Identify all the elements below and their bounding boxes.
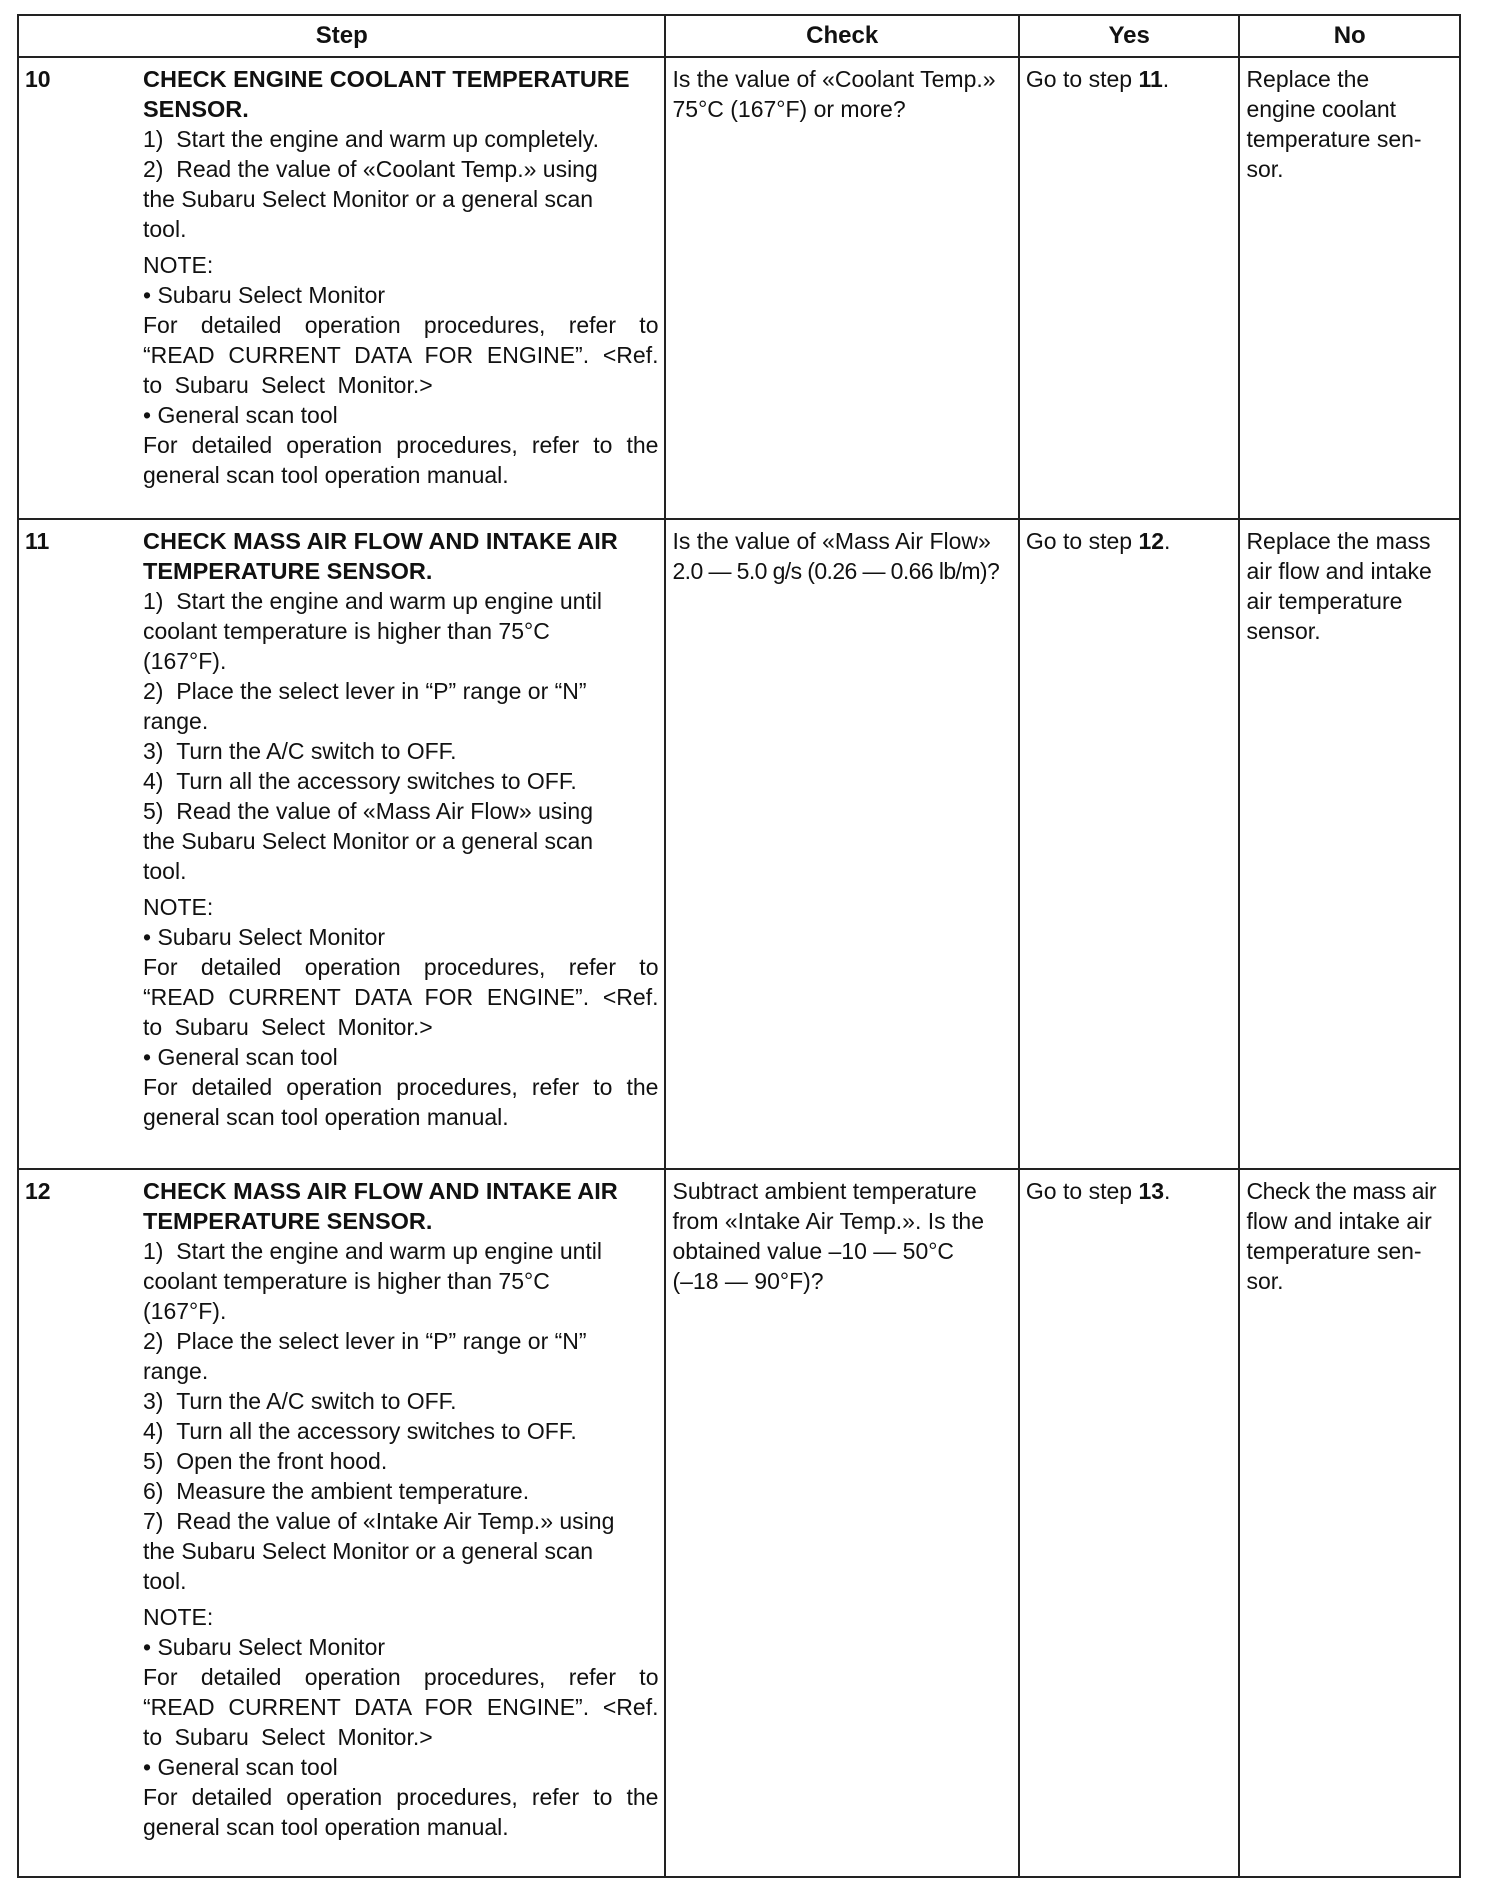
check-text: obtained value –10 — 50°C: [672, 1238, 955, 1264]
header-yes: Yes: [1019, 15, 1240, 57]
no-cell: [1239, 519, 1460, 1169]
table-row: [18, 57, 1460, 519]
note-label: NOTE:: [143, 1604, 214, 1630]
yes-step-number: 12: [1138, 528, 1165, 554]
note-bullet: • Subaru Select Monitor: [143, 922, 658, 952]
note-label: NOTE:: [143, 252, 214, 278]
step-title: TEMPERATURE SENSOR.: [143, 1208, 433, 1234]
yes-text-end: .: [1164, 528, 1171, 554]
note-bullet: • Subaru Select Monitor: [143, 1632, 658, 1662]
note-text: general scan tool operation manual.: [143, 462, 509, 488]
step-title: CHECK MASS AIR FLOW AND INTAKE AIR: [143, 528, 618, 554]
note-text: For detailed operation procedures, refer to the: [143, 1074, 659, 1100]
note-text: to Subaru Select Monitor.>: [143, 372, 433, 398]
note-text: to Subaru Select Monitor.>: [143, 1724, 433, 1750]
step-instruction: the Subaru Select Monitor or a general scan: [143, 1538, 594, 1564]
check-text: 75°C (167°F) or more?: [672, 96, 906, 122]
step-instruction: coolant temperature is higher than 75°C: [143, 1268, 550, 1294]
no-text: air temperature: [1246, 588, 1403, 614]
no-text: Replace the mass: [1246, 528, 1431, 554]
no-cell: [1239, 1169, 1460, 1877]
yes-step-number: 11: [1138, 66, 1163, 92]
header-row: [18, 15, 1460, 57]
step-instruction: 3) Turn the A/C switch to OFF.: [143, 738, 457, 764]
step-instruction: 2) Place the select lever in “P” range or “N”: [143, 1328, 587, 1354]
step-instruction: coolant temperature is higher than 75°C: [143, 618, 550, 644]
step-instruction: (167°F).: [143, 648, 227, 674]
note-bullet: • General scan tool: [143, 1042, 658, 1072]
step-instruction: 5) Open the front hood.: [143, 1448, 388, 1474]
step-instruction: 1) Start the engine and warm up completely.: [143, 126, 599, 152]
note-text: For detailed operation procedures, refer to the: [143, 432, 659, 458]
step-instruction: 6) Measure the ambient temperature.: [143, 1478, 530, 1504]
step-cell: [18, 519, 665, 1169]
step-instruction: 7) Read the value of «Intake Air Temp.» using: [143, 1508, 615, 1534]
yes-cell: [1019, 1169, 1240, 1877]
step-title: SENSOR.: [143, 96, 249, 122]
table-row: [18, 1169, 1460, 1877]
step-instruction: 1) Start the engine and warm up engine until: [143, 588, 603, 614]
no-cell: [1239, 57, 1460, 519]
table-row: [18, 519, 1460, 1169]
no-text: sensor.: [1246, 618, 1321, 644]
step-number: 11: [25, 528, 50, 554]
note-bullet: • Subaru Select Monitor: [143, 280, 658, 310]
no-text: air flow and intake: [1246, 558, 1432, 584]
note-text: For detailed operation procedures, refer to: [143, 312, 659, 338]
no-text: engine coolant: [1246, 96, 1397, 122]
note-text: “READ CURRENT DATA FOR ENGINE”. <Ref.: [143, 984, 659, 1010]
yes-cell: [1019, 57, 1240, 519]
note-text: to Subaru Select Monitor.>: [143, 1014, 433, 1040]
step-number: 12: [25, 1178, 51, 1204]
step-number: 10: [25, 66, 51, 92]
yes-text: Go to step: [1025, 1178, 1139, 1204]
no-text: temperature sen-: [1246, 126, 1422, 152]
check-text: 2.0 — 5.0 g/s (0.26 — 0.66 lb/m)?: [672, 558, 1000, 584]
note-text: For detailed operation procedures, refer to: [143, 954, 659, 980]
yes-text: Go to step: [1025, 66, 1139, 92]
step-instruction: (167°F).: [143, 1298, 227, 1324]
note-text: general scan tool operation manual.: [143, 1104, 509, 1130]
note-label: NOTE:: [143, 894, 214, 920]
yes-cell: [1019, 519, 1240, 1169]
note-text: “READ CURRENT DATA FOR ENGINE”. <Ref.: [143, 342, 659, 368]
header-step: Step: [18, 15, 665, 57]
check-text: Is the value of «Mass Air Flow»: [672, 528, 991, 554]
step-instruction: 1) Start the engine and warm up engine until: [143, 1238, 603, 1264]
yes-text: Go to step: [1025, 528, 1139, 554]
no-text: sor.: [1246, 1268, 1284, 1294]
yes-step-number: 13: [1138, 1178, 1165, 1204]
note-text: For detailed operation procedures, refer to the: [143, 1784, 659, 1810]
header-no: No: [1239, 15, 1460, 57]
no-text: temperature sen-: [1246, 1238, 1422, 1264]
step-title: CHECK ENGINE COOLANT TEMPERATURE: [143, 66, 630, 92]
step-instruction: range.: [143, 1358, 209, 1384]
check-text: (–18 — 90°F)?: [672, 1268, 824, 1294]
step-instruction: 2) Place the select lever in “P” range or “N”: [143, 678, 587, 704]
step-instruction: 2) Read the value of «Coolant Temp.» using: [143, 156, 598, 182]
step-instruction: 5) Read the value of «Mass Air Flow» using: [143, 798, 594, 824]
note-text: general scan tool operation manual.: [143, 1814, 509, 1840]
step-instruction: range.: [143, 708, 209, 734]
step-instruction: tool.: [143, 1568, 187, 1594]
header-check: Check: [665, 15, 1018, 57]
check-cell: [665, 57, 1018, 519]
check-cell: [665, 1169, 1018, 1877]
yes-text-end: .: [1162, 66, 1170, 92]
step-instruction: tool.: [143, 216, 187, 242]
no-text: Replace the: [1246, 66, 1370, 92]
step-instruction: the Subaru Select Monitor or a general scan: [143, 828, 594, 854]
check-text: Subtract ambient temperature: [672, 1178, 977, 1204]
step-instruction: 4) Turn all the accessory switches to OFF.: [143, 768, 577, 794]
no-text: sor.: [1246, 156, 1284, 182]
check-text: from «Intake Air Temp.». Is the: [672, 1208, 984, 1234]
yes-text-end: .: [1164, 1178, 1171, 1204]
step-title: CHECK MASS AIR FLOW AND INTAKE AIR: [143, 1178, 618, 1204]
step-cell: [18, 1169, 665, 1877]
note-bullet: • General scan tool: [143, 1752, 658, 1782]
no-text: flow and intake air: [1246, 1208, 1432, 1234]
step-instruction: 4) Turn all the accessory switches to OFF.: [143, 1418, 577, 1444]
step-cell: [18, 57, 665, 519]
note-text: For detailed operation procedures, refer to: [143, 1664, 659, 1690]
step-instruction: tool.: [143, 858, 187, 884]
no-text: Check the mass air: [1246, 1178, 1437, 1204]
step-instruction: 3) Turn the A/C switch to OFF.: [143, 1388, 457, 1414]
step-instruction: the Subaru Select Monitor or a general scan: [143, 186, 594, 212]
note-text: “READ CURRENT DATA FOR ENGINE”. <Ref.: [143, 1694, 659, 1720]
note-bullet: • General scan tool: [143, 400, 658, 430]
check-text: Is the value of «Coolant Temp.»: [672, 66, 996, 92]
check-cell: [665, 519, 1018, 1169]
step-title: TEMPERATURE SENSOR.: [143, 558, 433, 584]
diagnostic-table: [17, 14, 1461, 1878]
